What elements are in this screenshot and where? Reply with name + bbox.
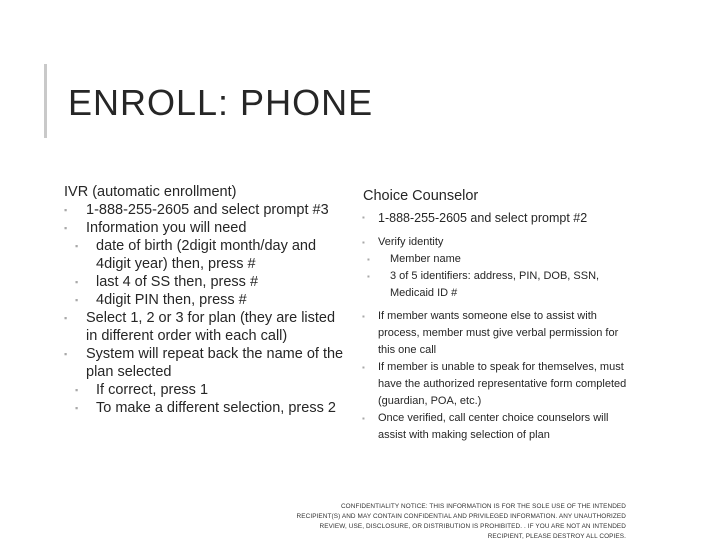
list-item: ▪ Verify identity — [362, 234, 637, 251]
bullet-icon: ▪ — [75, 241, 79, 251]
list-item: ▪ 1-888-255-2605 and select prompt #2 — [362, 208, 637, 228]
bullet-icon: ▪ — [75, 385, 79, 395]
choice-counselor-column — [362, 186, 637, 444]
page-title: ENROLL: PHONE — [68, 82, 374, 123]
bullet-icon: ▪ — [64, 349, 68, 359]
confidentiality-notice: CONFIDENTIALITY NOTICE: THIS INFORMATION IS FOR THE SOLE USE OF THE INTENDED RECIPIENT(S) AND MAY CONTAIN CONFIDENTIAL AND PRIVILEGED INFORMATION. ANY UNAUTHORIZED REVIEW, USE, DISCLOSURE, OR DISTRIBUTION IS PROHIBITED. . IF YOU ARE NOT AN INTENDED RECIPIENT, PLEASE DESTROY ALL COPIES. — [296, 503, 626, 540]
list-item: ▪ Select 1, 2 or 3 for plan (they are listed in different order with each call) — [64, 310, 336, 344]
list-item: ▪ Member name — [362, 251, 637, 268]
ivr-column — [64, 183, 349, 417]
bullet-icon: ▪ — [75, 295, 79, 305]
list-item: ▪ System will repeat back the name of the plan selected — [64, 346, 344, 380]
ivr-heading: IVR (automatic enrollment) — [64, 184, 237, 200]
bullet-icon: ▪ — [367, 272, 370, 281]
list-item: ▪ last 4 of SS then, press # — [75, 274, 259, 290]
bullet-icon: ▪ — [64, 223, 68, 233]
list-item: ▪ date of birth (2digit month/day and 4digit year) then, press # — [75, 238, 317, 272]
list-item: ▪ If member wants someone else to assist with process, member must give verbal permission for this one call — [362, 310, 619, 356]
list-item: ▪ Information you will need — [64, 220, 247, 236]
title-accent-bar — [44, 64, 47, 138]
bullet-icon: ▪ — [64, 205, 68, 215]
bullet-icon: ▪ — [362, 363, 365, 372]
choice-counselor-heading: Choice Counselor — [363, 188, 479, 204]
list-item: ▪ 4digit PIN then, press # — [75, 292, 247, 308]
list-item: ▪ If member is unable to speak for themselves, must have the authorized representative form completed (guardian, POA, etc.) — [362, 361, 627, 407]
bullet-icon: ▪ — [362, 238, 365, 247]
bullet-icon: ▪ — [362, 414, 365, 423]
list-item: ▪ To make a different selection, press 2 — [75, 400, 336, 416]
bullet-icon: ▪ — [75, 403, 79, 413]
bullet-icon: ▪ — [362, 312, 365, 321]
list-item: ▪ Once verified, call center choice counselors will assist with making selection of plan — [362, 412, 609, 441]
bullet-icon: ▪ — [362, 213, 365, 222]
list-item: ▪ If correct, press 1 — [75, 382, 209, 398]
list-item: ▪ 1-888-255-2605 and select prompt #3 — [64, 202, 329, 218]
bullet-icon: ▪ — [367, 255, 370, 264]
bullet-icon: ▪ — [64, 313, 68, 323]
list-item: ▪ 3 of 5 identifiers: address, PIN, DOB, SSN, Medicaid ID # — [367, 270, 600, 299]
bullet-icon: ▪ — [75, 277, 79, 287]
